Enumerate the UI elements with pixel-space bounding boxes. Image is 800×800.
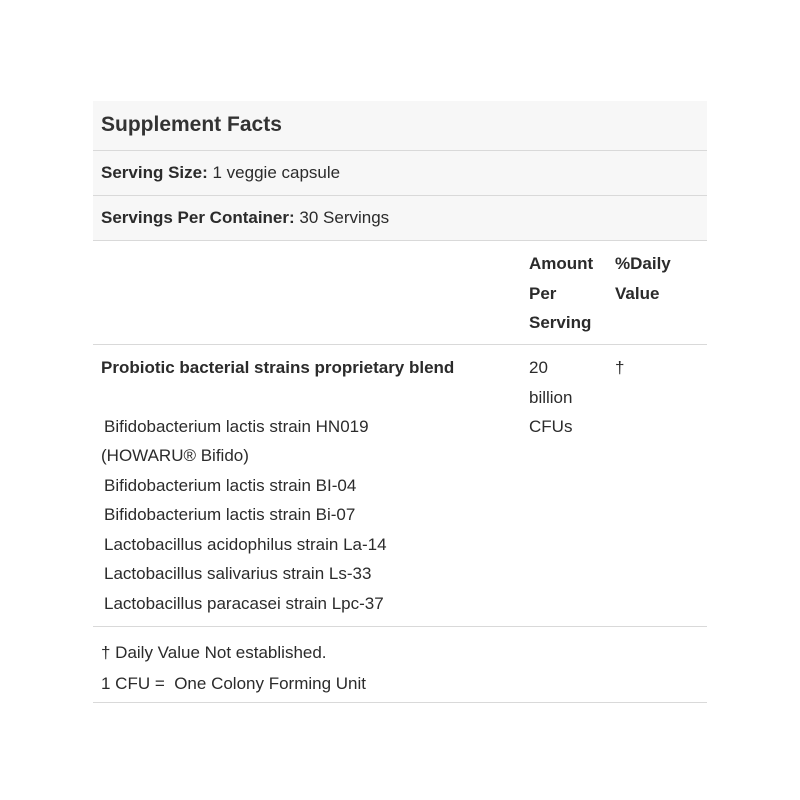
blend-name: Probiotic bacterial strains proprietary blend <box>101 358 455 377</box>
strain-list <box>101 412 523 619</box>
supplement-facts-title: Supplement Facts <box>93 101 707 151</box>
strain-item: Bifidobacterium lactis strain BI-04 <box>104 475 357 495</box>
blend-amount <box>523 345 615 626</box>
servings-per-container-label: Servings Per Container: <box>101 208 295 227</box>
amount-header-line: Amount <box>529 254 594 273</box>
blend-amount-line: 20 <box>529 358 548 377</box>
strain-item: Bifidobacterium lactis strain HN019 <box>104 416 369 436</box>
cfu-footnote: 1 CFU = One Colony Forming Unit <box>101 674 367 693</box>
servings-per-container-row <box>93 196 707 241</box>
blend-row <box>93 345 707 627</box>
footnotes <box>93 627 707 703</box>
serving-size-value: 1 veggie capsule <box>212 163 341 182</box>
dv-header-line: %Daily <box>615 254 671 273</box>
serving-size-row <box>93 151 707 196</box>
amount-header-line: Per <box>529 283 557 303</box>
amount-per-serving-header <box>523 241 615 344</box>
blend-amount-line: billion <box>529 387 573 407</box>
strain-item: (HOWARU® Bifido) <box>101 446 249 465</box>
blend-amount-line: CFUs <box>529 417 573 436</box>
amount-header-line: Serving <box>529 313 592 332</box>
serving-size-label: Serving Size: <box>101 163 208 182</box>
strain-item: Bifidobacterium lactis strain Bi-07 <box>104 505 356 524</box>
ingredient-column-header <box>93 241 523 344</box>
strain-item: Lactobacillus salivarius strain Ls-33 <box>104 564 372 583</box>
supplement-facts-table <box>93 101 707 703</box>
blend-daily-value: † <box>615 358 625 377</box>
strain-item: Lactobacillus paracasei strain Lpc-37 <box>104 593 384 613</box>
daily-value-footnote: † Daily Value Not established. <box>101 643 327 662</box>
column-header-row <box>93 241 707 345</box>
servings-per-container-value: 30 Servings <box>299 208 390 227</box>
dv-header-line: Value <box>615 283 660 303</box>
daily-value-header <box>615 241 707 344</box>
strain-item: Lactobacillus acidophilus strain La-14 <box>104 534 387 554</box>
blend-ingredients <box>93 345 523 626</box>
